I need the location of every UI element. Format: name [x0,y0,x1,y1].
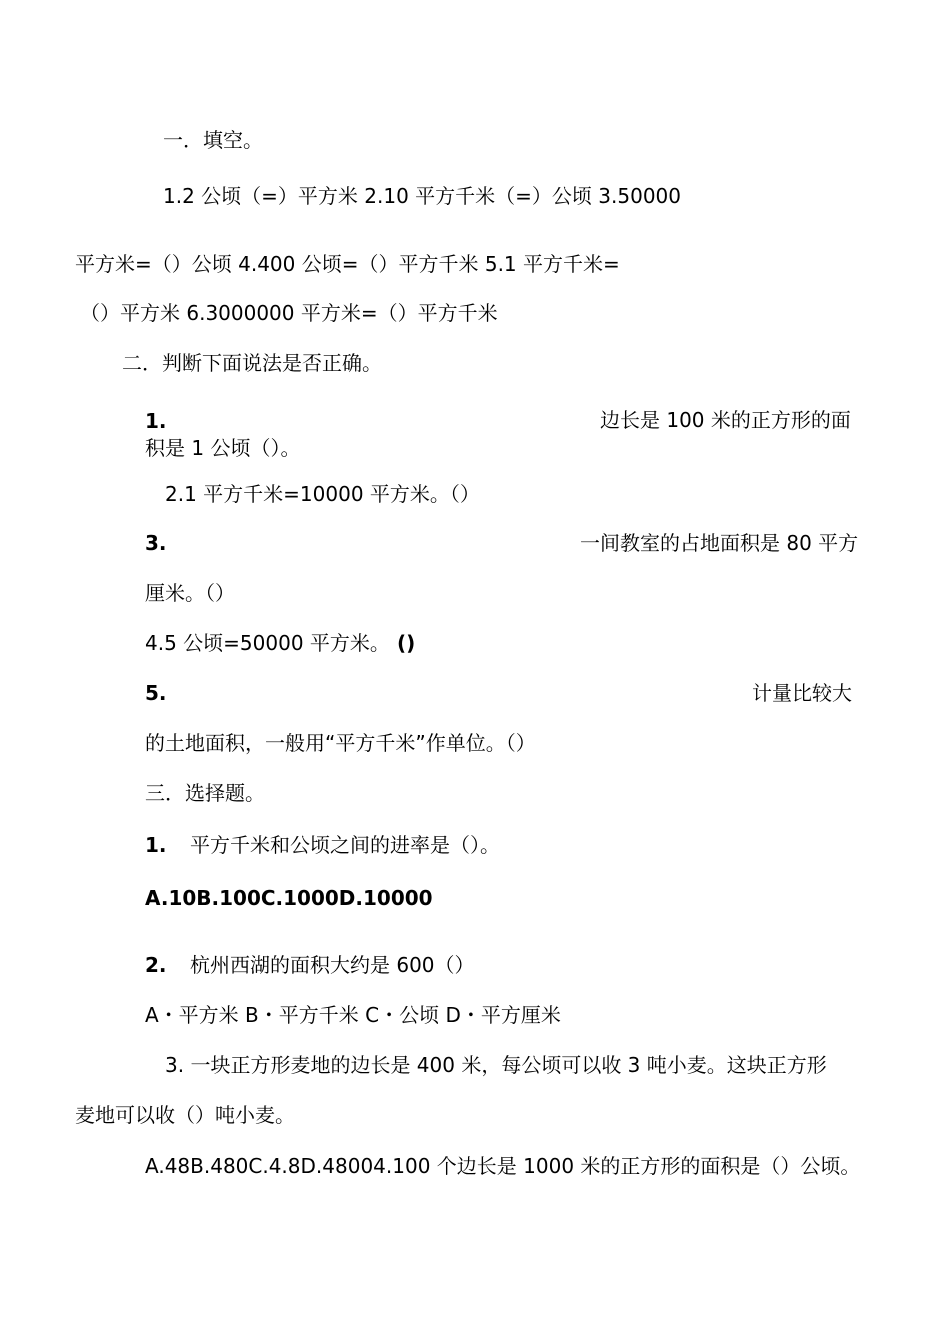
choice-q3-text-cont: 麦地可以收（）吨小麦。 [75,1103,295,1127]
choice-q3-options: A.48B.480C.4.8D.48004.100 个边长是 1000 米的正方形的面积是（）公顷。 [145,1154,861,1178]
judge-q1-text-cont: 积是 1 公顷（）。 [145,436,301,460]
choice-q1-text: 平方千米和公顷之间的进率是（）。 [190,833,500,857]
fill-blank-line-2: 平方米=（）公顷 4.400 公顷=（）平方千米 5.1 平方千米= [75,252,620,276]
judge-q5-number: 5. [145,681,167,705]
judge-q5-text: 计量比较大 [752,681,852,705]
section-1-heading: 一．填空。 [163,128,263,152]
choice-q2-number: 2. [145,953,167,977]
choice-q1-options: A.10B.100C.1000D.10000 [145,886,433,910]
judge-q5-text-cont: 的土地面积，一般用“平方千米”作单位。（） [145,731,536,755]
section-3-heading: 三．选择题。 [145,781,265,805]
judge-q4-text: 4.5 公顷=50000 平方米。 [145,631,390,655]
fill-blank-line-1: 1.2 公顷（=）平方米 2.10 平方千米（=）公顷 3.50000 [163,184,681,208]
section-2-heading: 二．判断下面说法是否正确。 [122,351,382,375]
choice-q2-text: 杭州西湖的面积大约是 600（） [190,953,475,977]
judge-q2: 2.1 平方千米=10000 平方米。（） [165,482,480,506]
fill-blank-line-3: （）平方米 6.3000000 平方米=（）平方千米 [80,301,498,325]
choice-q1-number: 1. [145,833,167,857]
judge-q4-paren: () [397,631,416,655]
judge-q3-text-cont: 厘米。（） [145,581,235,605]
choice-q3-text: 3. 一块正方形麦地的边长是 400 米，每公顷可以收 3 吨小麦。这块正方形 [165,1053,827,1077]
judge-q1-number: 1. [145,409,167,433]
judge-q3-text: 一间教室的占地面积是 80 平方 [580,531,859,555]
judge-q3-number: 3. [145,531,167,555]
judge-q1-text: 边长是 100 米的正方形的面 [600,408,851,432]
choice-q2-options: A・平方米 B・平方千米 C・公顷 D・平方厘米 [145,1003,561,1027]
